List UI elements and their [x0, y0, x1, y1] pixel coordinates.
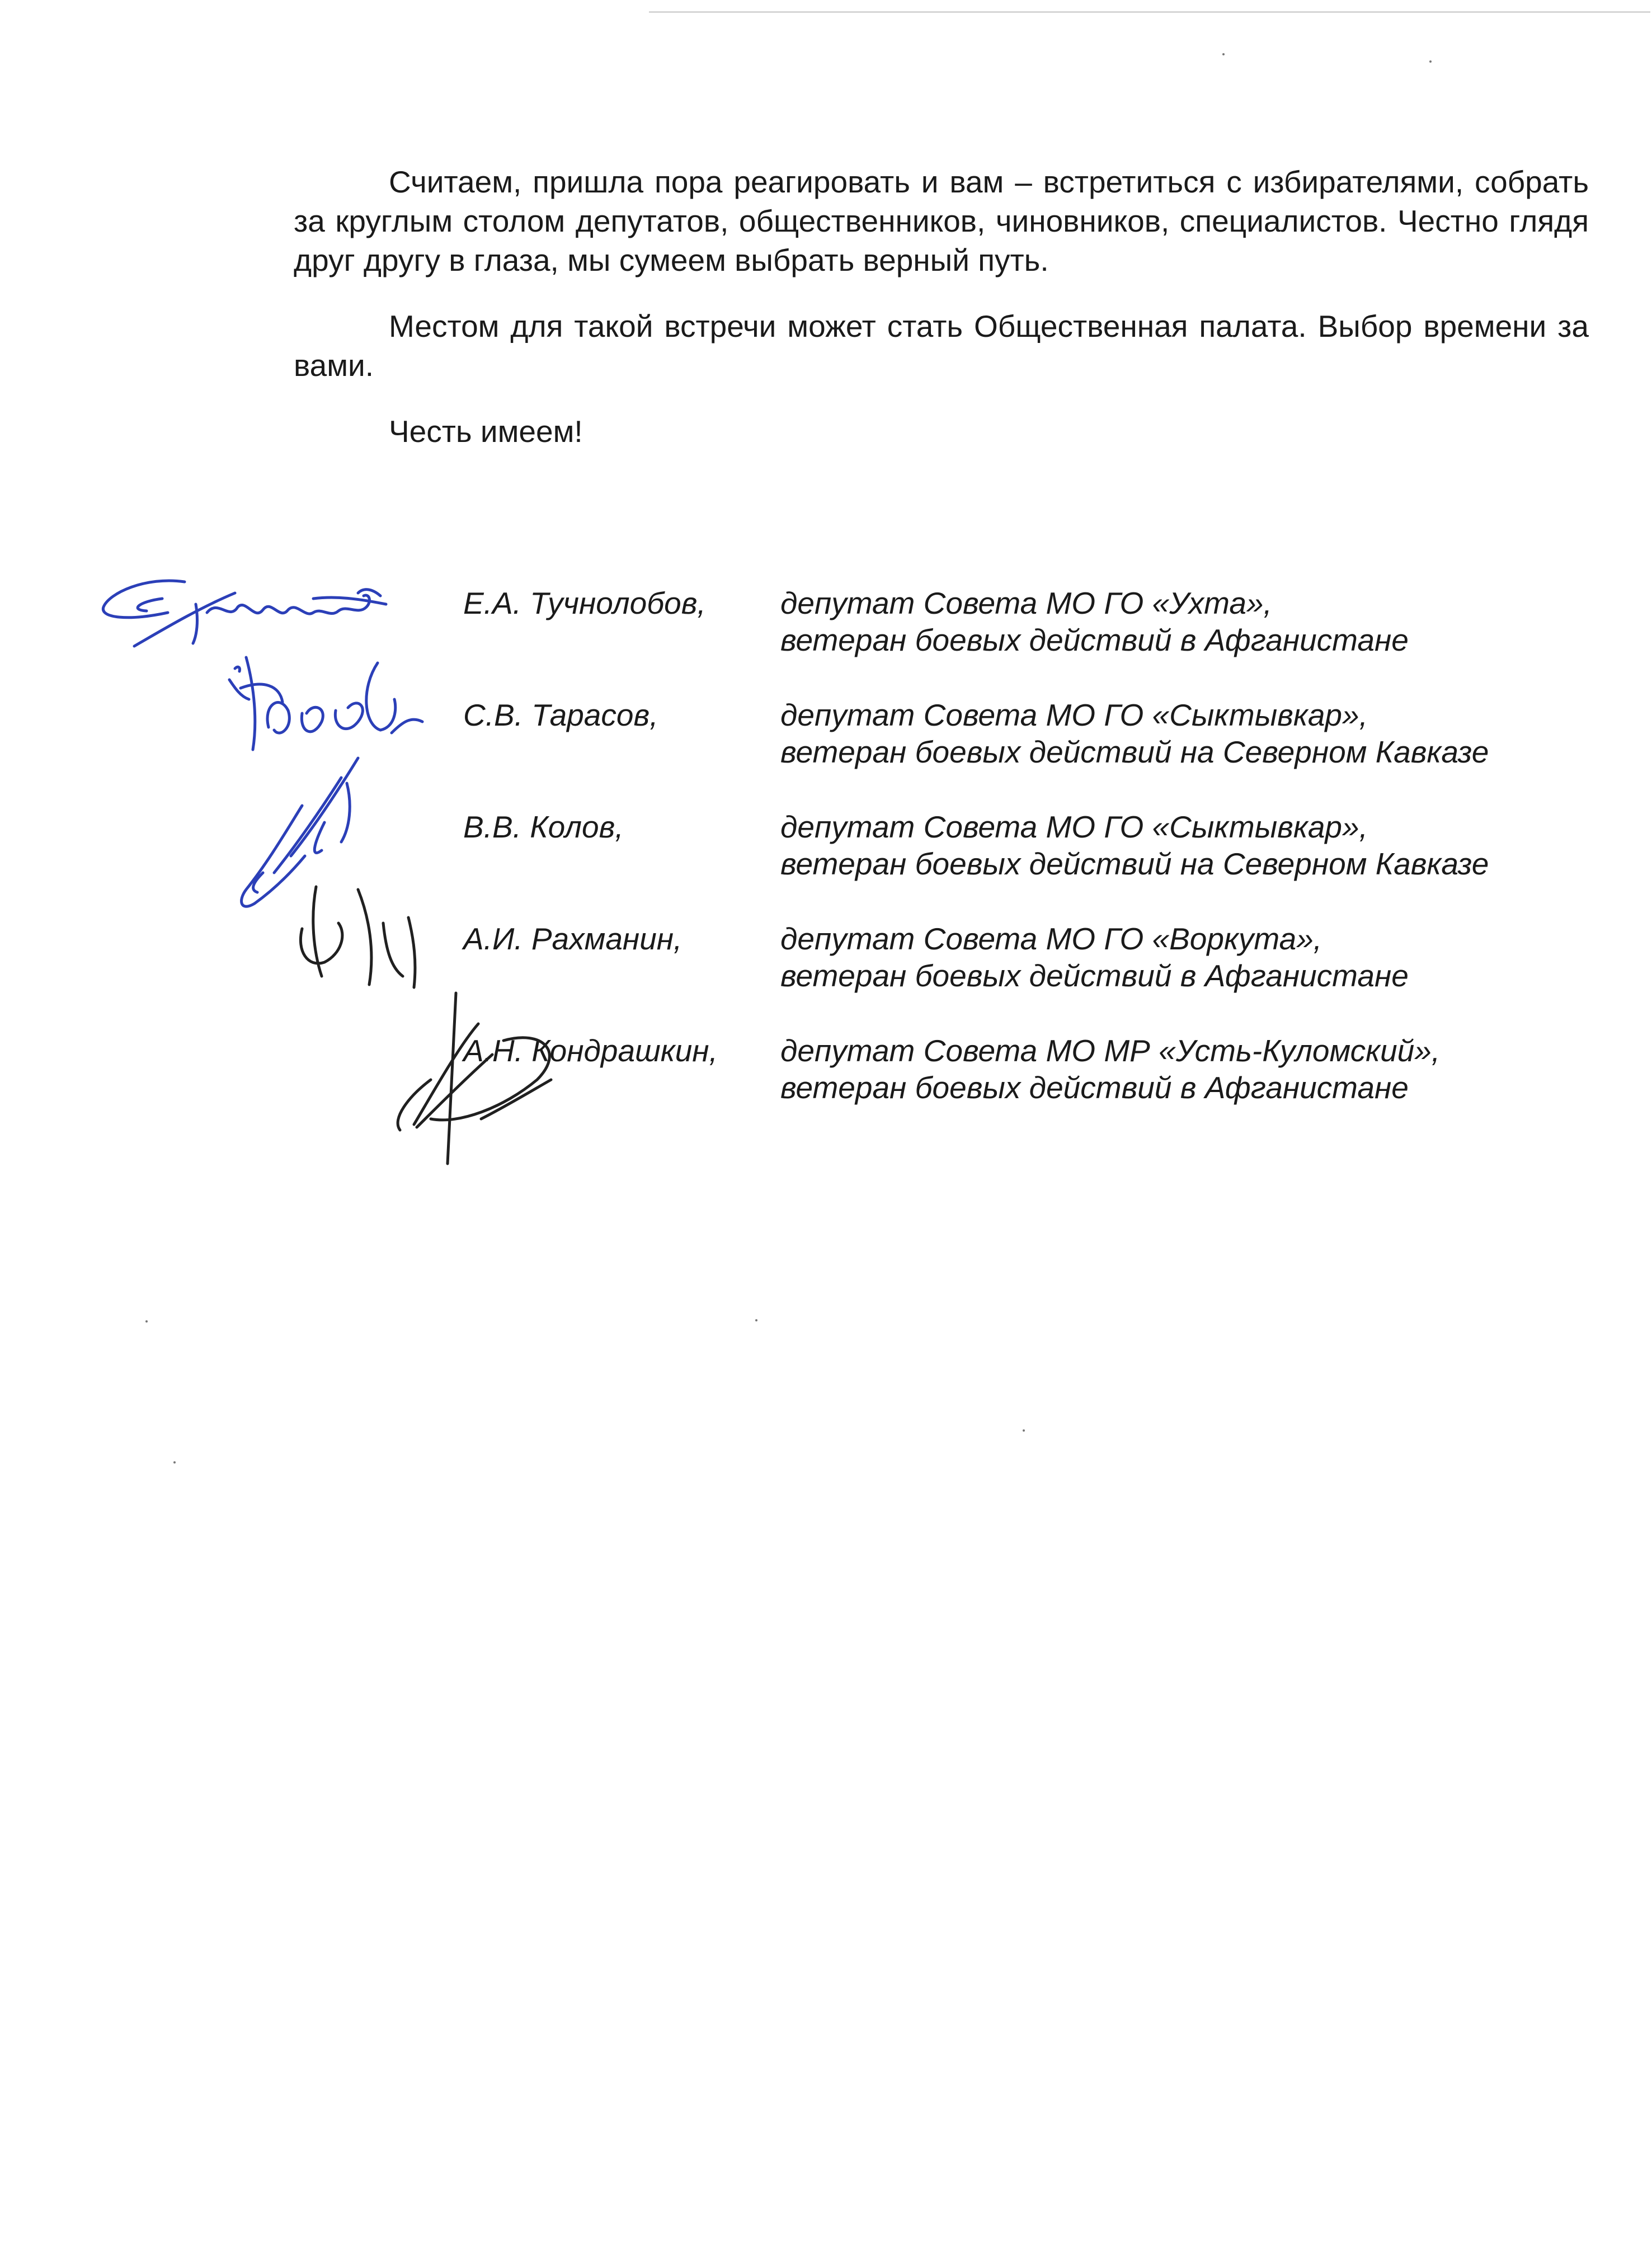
scan-speck — [755, 1319, 757, 1321]
signatories-list — [463, 585, 1554, 1144]
signatory-service: ветеран боевых действий в Афганистане — [780, 1070, 1409, 1105]
signatory-position: депутат Совета МО ГО «Сыктывкар», — [780, 810, 1368, 844]
signatory-row — [463, 808, 1554, 920]
signature-kolov — [242, 758, 358, 906]
signatory-name: С.В. Тарасов, — [463, 698, 658, 732]
signatory-service: ветеран боевых действий в Афганистане — [780, 623, 1409, 657]
signatory-position: депутат Совета МО МР «Усть-Куломский», — [780, 1033, 1441, 1068]
scan-speck — [145, 1320, 148, 1323]
scan-speck — [173, 1461, 176, 1464]
scan-edge-line — [649, 11, 1650, 13]
signatory-service: ветеран боевых действий в Афганистане — [780, 958, 1409, 993]
scan-speck — [1429, 60, 1432, 63]
signatory-row — [463, 585, 1554, 697]
signatory-role — [780, 585, 1552, 658]
letter-body — [294, 162, 1589, 478]
signature-tarasov — [229, 657, 422, 750]
signatory-position: депутат Совета МО ГО «Ухта», — [780, 586, 1272, 620]
signatory-position: депутат Совета МО ГО «Сыктывкар», — [780, 698, 1368, 732]
signature-rakhmanin — [300, 887, 415, 987]
paragraph-closing: Честь имеем! — [389, 414, 583, 449]
signatory-name: А.И. Рахманин, — [463, 921, 683, 956]
signatory-position: депутат Совета МО ГО «Воркута», — [780, 921, 1322, 956]
signatory-name: А.Н. Кондрашкин, — [463, 1033, 718, 1068]
signatory-role — [780, 1032, 1552, 1106]
signatory-row — [463, 920, 1554, 1032]
paragraph-meeting-proposal: Считаем, пришла пора реагировать и вам – встретиться с избирателями, собрать за круглым столом депутатов, общественников, чиновников, специалистов. Честно глядя друг другу в глаза, мы сумеем выбрать верный путь. — [294, 164, 1589, 277]
signatory-row — [463, 697, 1554, 808]
scan-speck — [1222, 53, 1225, 55]
paragraph-public-chamber: Местом для такой встречи может стать Общественная палата. Выбор времени за вами. — [294, 309, 1589, 383]
signatory-role — [780, 808, 1552, 882]
signatory-role — [780, 920, 1552, 994]
signatory-row — [463, 1032, 1554, 1144]
signatory-name: Е.А. Тучнолобов, — [463, 586, 706, 620]
scan-speck — [1023, 1429, 1025, 1432]
signatory-role — [780, 697, 1552, 770]
signature-tuchnolobov — [103, 581, 386, 646]
signatory-service: ветеран боевых действий на Северном Кавказе — [780, 735, 1489, 769]
signatory-name: В.В. Колов, — [463, 810, 624, 844]
signatory-service: ветеран боевых действий на Северном Кавказе — [780, 846, 1489, 881]
